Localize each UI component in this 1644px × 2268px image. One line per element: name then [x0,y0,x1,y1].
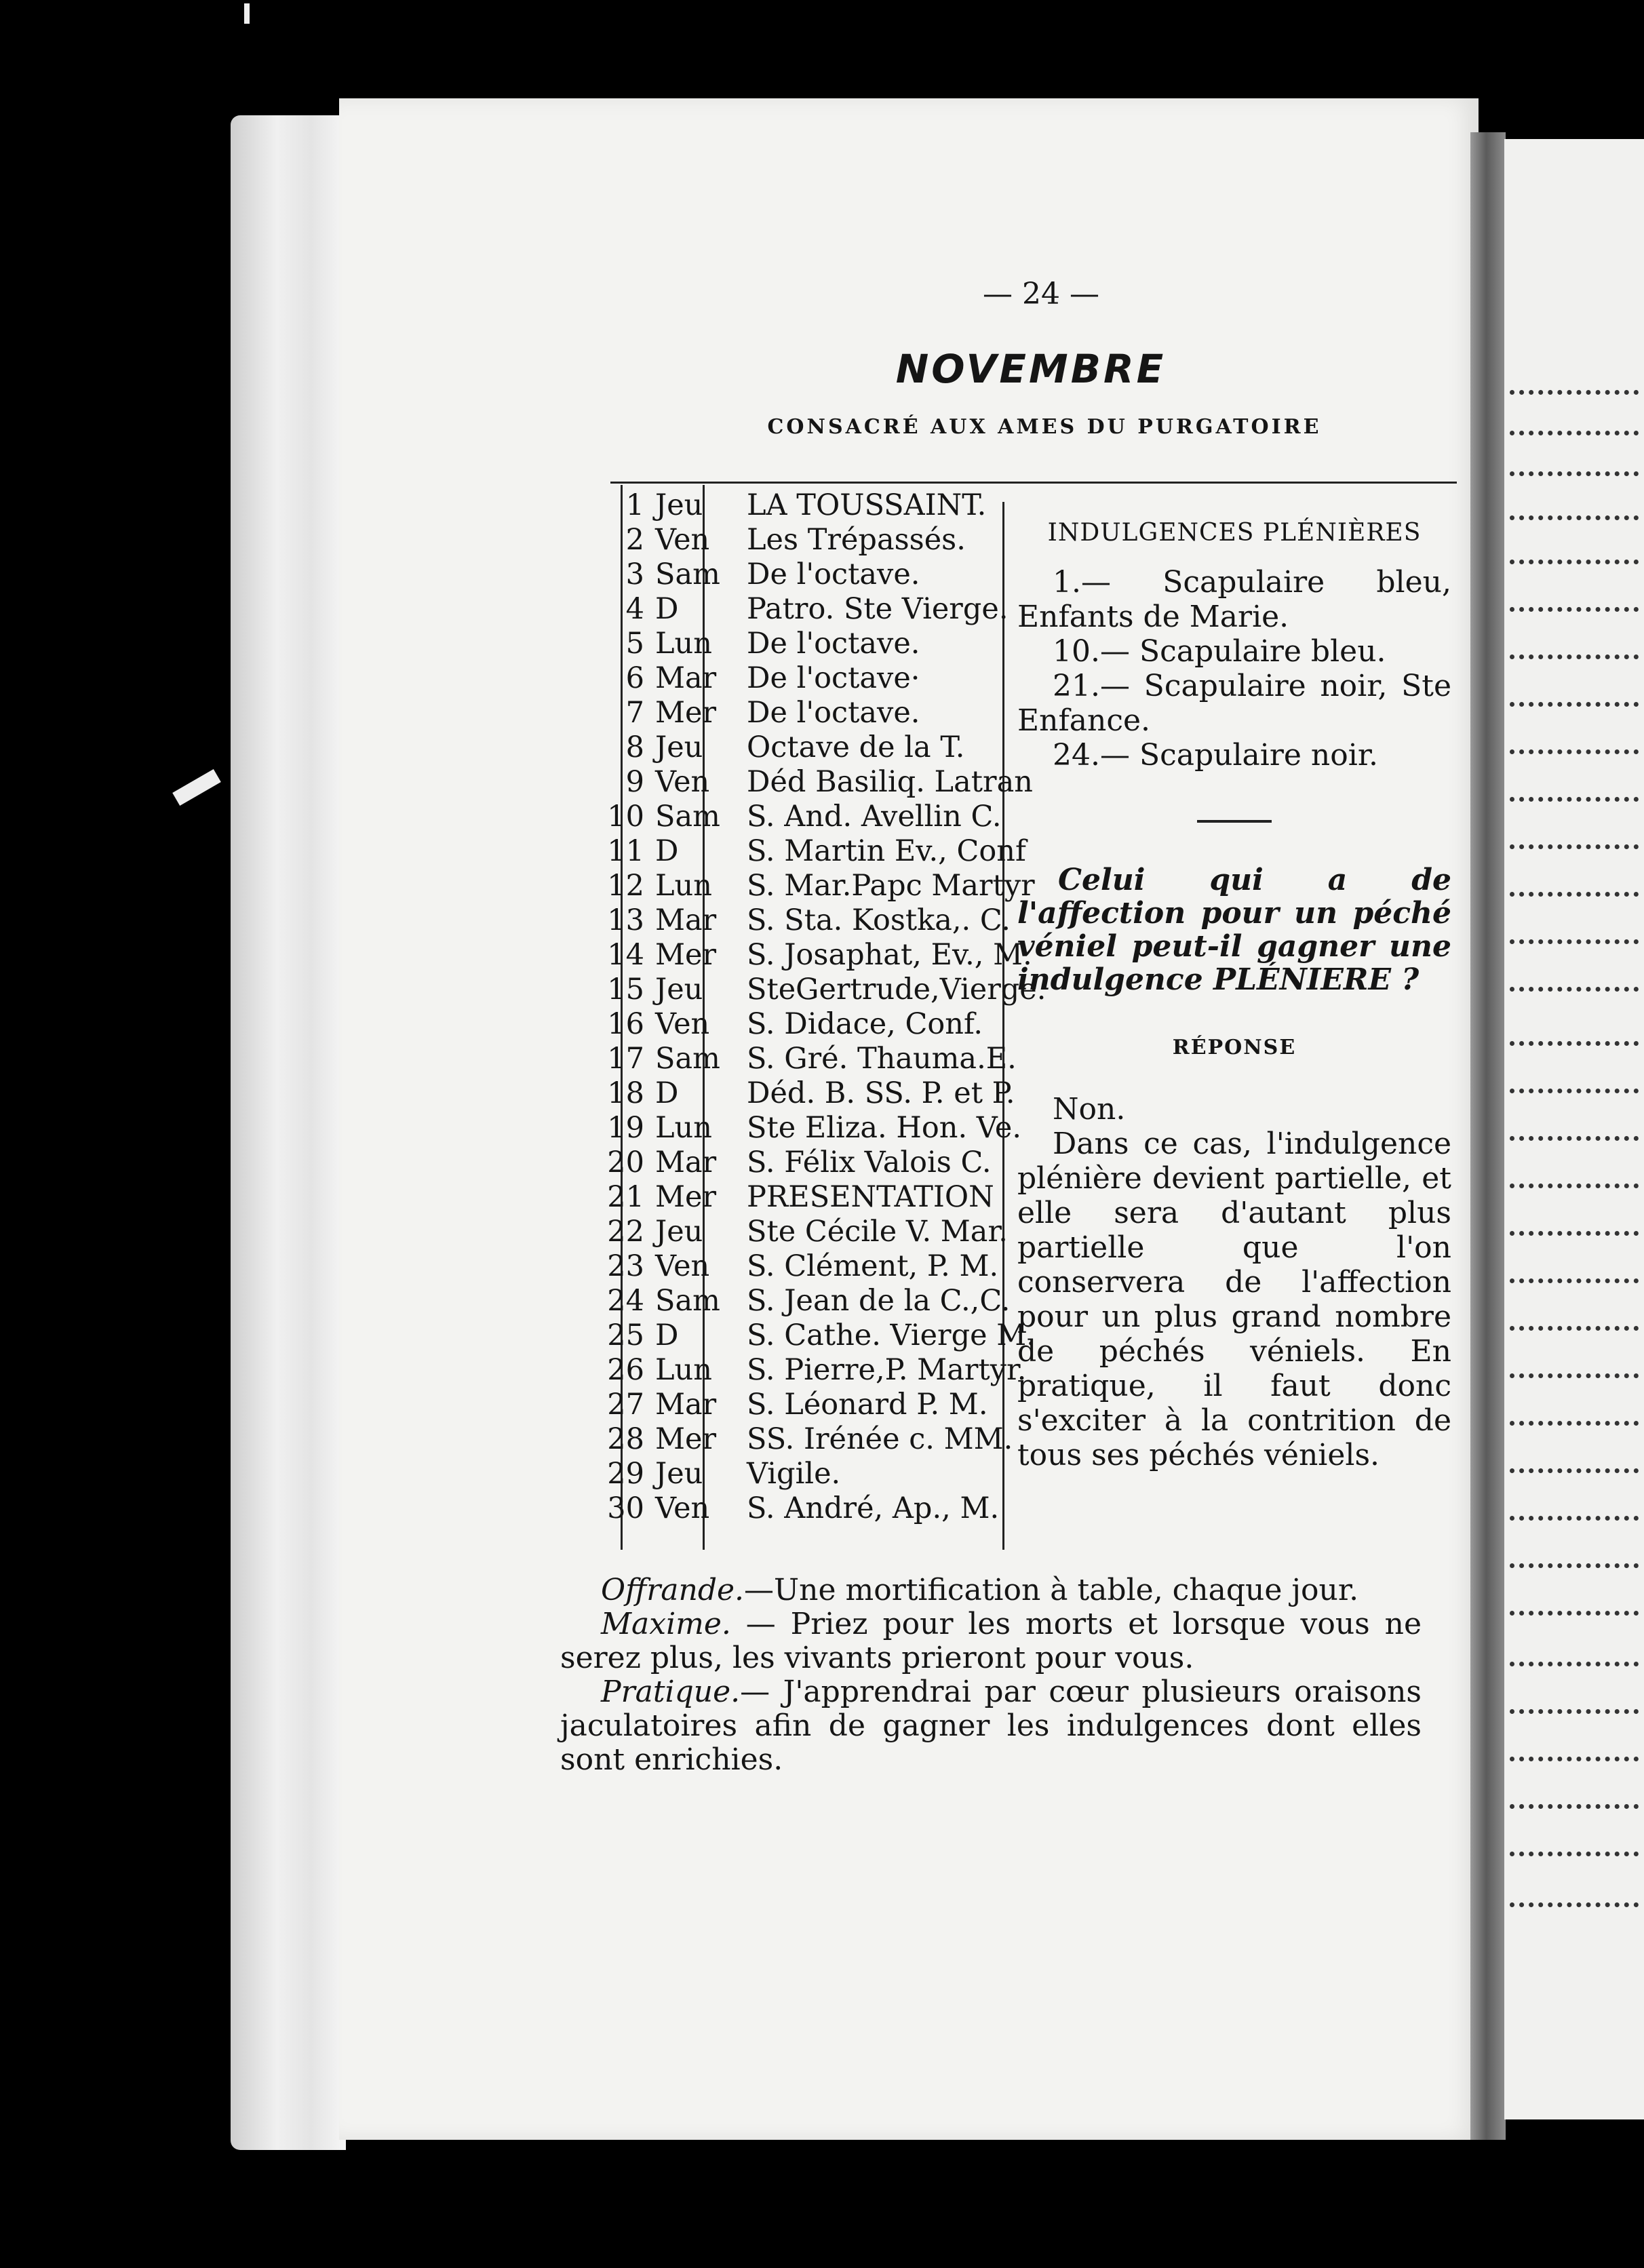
calendar-weekday: D [655,834,679,868]
dotted-leader-line [1510,702,1639,707]
indulgence-item: 10.— Scapulaire bleu. [1053,634,1386,669]
calendar-weekday: D [655,592,679,626]
calendar-day-number: 25 [607,1318,644,1352]
calendar-row [604,1076,1045,1111]
calendar-day-number: 29 [607,1457,644,1491]
calendar-weekday: Lun [655,1353,712,1387]
answer-long: Dans ce cas, l'indulgence plénière devient partielle, et elle sera d'autant plus partielle que l'on conservera de l'affection pour un plus grand nombre de péchés véniels. En pratique, il faut donc s'exciter à la contrition de tous ses péchés véniels. [1017,1127,1451,1472]
calendar-row [604,1215,1045,1249]
calendar-feast: S. Gré. Thauma.E. [747,1042,1017,1076]
calendar-weekday: Lun [655,1111,712,1145]
offrande-label: Offrande. [601,1573,745,1607]
calendar-weekday: Mar [655,1388,717,1422]
calendar-day-number: 3 [625,558,644,591]
calendar-row [604,558,1045,592]
calendar-row [604,1284,1045,1318]
calendar-feast: Déd. B. SS. P. et P. [747,1076,1015,1110]
month-title: NOVEMBRE [895,346,1167,392]
dotted-leader-line [1510,749,1639,754]
dotted-leader-line [1510,892,1639,897]
calendar-table [604,488,1045,1526]
calendar-weekday: Lun [655,869,712,903]
calendar-feast: De l'octave. [747,627,920,661]
dotted-leader-line [1510,1611,1639,1616]
calendar-feast: De l'octave· [747,661,920,695]
calendar-row [604,765,1045,800]
calendar-row [604,661,1045,696]
section-divider [1197,820,1272,823]
calendar-feast: S. Didace, Conf. [747,1007,983,1041]
calendar-weekday: Jeu [655,488,703,522]
calendar-feast: S. Martin Ev., Conf [747,834,1026,868]
film-speck [244,3,250,24]
dotted-leader-line [1510,1089,1639,1093]
calendar-feast: Déd Basiliq. Latran [747,765,1033,799]
calendar-day-number: 30 [607,1491,644,1525]
dotted-leader-line [1510,797,1639,802]
calendar-feast: De l'octave. [747,696,920,730]
calendar-day-number: 27 [607,1388,644,1422]
dotted-leader-line [1510,1468,1639,1473]
calendar-weekday: Mar [655,903,717,937]
calendar-row [604,1042,1045,1076]
page-number: — 24 — [983,277,1099,311]
calendar-day-number: 9 [625,765,644,799]
calendar-day-number: 28 [607,1422,644,1456]
pratique-text: — J'apprendrai par cœur plusieurs oraisons jaculatoires afin de gagner les indulgences dont elles sont enrichies. [560,1675,1422,1777]
calendar-day-number: 20 [607,1146,644,1179]
dotted-leader-line [1510,1662,1639,1666]
calendar-day-number: 7 [625,696,644,730]
dotted-leader-line [1510,1041,1639,1046]
calendar-weekday: Sam [655,558,720,591]
dotted-leader-line [1510,844,1639,849]
dotted-leader-line [1510,515,1639,520]
calendar-weekday: Jeu [655,730,703,764]
calendar-feast: S. Félix Valois C. [747,1146,992,1179]
pratique-paragraph [560,1675,1422,1777]
calendar-day-number: 11 [607,834,644,868]
calendar-row [604,1457,1045,1491]
calendar-feast: S. Mar.Papc Martyr [747,869,1035,903]
calendar-day-number: 2 [625,523,644,557]
calendar-day-number: 13 [607,903,644,937]
question-text: Celui qui a de l'affection pour un péché véniel peut-il gagner une indulgence PLÉNIERE ? [1017,863,1451,997]
calendar-day-number: 12 [607,869,644,903]
calendar-row [604,1111,1045,1146]
calendar-row [604,1007,1045,1042]
calendar-row [604,1491,1045,1526]
calendar-feast: SS. Irénée c. MM. [747,1422,1013,1456]
calendar-day-number: 22 [607,1215,644,1249]
calendar-weekday: Mer [655,696,717,730]
pratique-label: Pratique. [601,1675,741,1709]
calendar-weekday: Sam [655,1042,720,1076]
dotted-leader-line [1510,1757,1639,1761]
calendar-day-number: 19 [607,1111,644,1145]
calendar-feast: S. Léonard P. M. [747,1388,988,1422]
calendar-weekday: Ven [655,1491,710,1525]
calendar-day-number: 16 [607,1007,644,1041]
calendar-day-number: 1 [625,488,644,522]
book-stack-edge [231,115,346,2150]
calendar-day-number: 24 [607,1284,644,1318]
calendar-weekday: Mar [655,661,717,695]
calendar-weekday: Ven [655,1007,710,1041]
dotted-leader-line [1510,1516,1639,1521]
indulgence-item: 24.— Scapulaire noir. [1053,738,1379,773]
dotted-leader-line [1510,1326,1639,1331]
indulgence-item: 1.— Scapulaire bleu, Enfants de Marie. [1017,565,1451,634]
calendar-weekday: Mer [655,1180,717,1214]
calendar-feast: S. Josaphat, Ev., M. [747,938,1032,972]
calendar-row [604,973,1045,1007]
calendar-row [604,592,1045,627]
calendar-feast: S. Jean de la C.,C. [747,1284,1011,1318]
dotted-leader-line [1510,1231,1639,1236]
calendar-day-number: 15 [607,973,644,1006]
calendar-row [604,627,1045,661]
calendar-row [604,1422,1045,1457]
calendar-weekday: Jeu [655,973,703,1006]
calendar-weekday: Jeu [655,1215,703,1249]
dotted-leader-line [1510,987,1639,992]
calendar-row [604,834,1045,869]
calendar-row [604,1180,1045,1215]
dotted-leader-line [1510,471,1639,476]
dotted-leader-line [1510,1709,1639,1714]
calendar-day-number: 8 [625,730,644,764]
calendar-feast: PRESENTATION [747,1180,994,1214]
calendar-weekday: Sam [655,800,720,834]
calendar-row [604,1353,1045,1388]
calendar-weekday: Ven [655,765,710,799]
offrande-paragraph [560,1573,1422,1607]
calendar-day-number: 26 [607,1353,644,1387]
calendar-day-number: 21 [607,1180,644,1214]
calendar-row [604,523,1045,558]
dotted-leader-line [1510,1421,1639,1426]
dotted-leader-line [1510,1804,1639,1809]
calendar-row [604,1249,1045,1284]
dotted-leader-line [1510,390,1639,395]
offrande-text: —Une mortification à table, chaque jour. [744,1573,1359,1607]
calendar-day-number: 10 [607,800,644,834]
dotted-leader-line [1510,1563,1639,1568]
dotted-leader-line [1510,1184,1639,1188]
calendar-day-number: 6 [625,661,644,695]
calendar-day-number: 5 [625,627,644,661]
calendar-day-number: 4 [625,592,644,626]
calendar-feast: S. And. Avellin C. [747,800,1002,834]
calendar-row [604,730,1045,765]
calendar-feast: S. Sta. Kostka,. C. [747,903,1011,937]
calendar-top-rule [610,482,1457,484]
dotted-leader-line [1510,1136,1639,1141]
calendar-weekday: Mar [655,1146,717,1179]
calendar-weekday: Ven [655,523,710,557]
dotted-leader-line [1510,607,1639,612]
calendar-row [604,1388,1045,1422]
calendar-weekday: Mer [655,938,717,972]
calendar-weekday: D [655,1076,679,1110]
calendar-feast: De l'octave. [747,558,920,591]
calendar-feast: Ste Cécile V. Mar. [747,1215,1008,1249]
dotted-leader-line [1510,431,1639,435]
answer-short: Non. [1053,1092,1126,1127]
calendar-weekday: Mer [655,1422,717,1456]
dotted-leader-line [1510,1902,1639,1907]
calendar-feast: Vigile. [747,1457,841,1491]
calendar-day-number: 23 [607,1249,644,1283]
dotted-leader-line [1510,1373,1639,1378]
film-speck [172,769,221,806]
calendar-feast: S. André, Ap., M. [747,1491,1000,1525]
dotted-leader-line [1510,560,1639,564]
dotted-leader-line [1510,939,1639,944]
calendar-day-number: 17 [607,1042,644,1076]
calendar-weekday: Ven [655,1249,710,1283]
maxime-label: Maxime. [601,1607,731,1641]
dotted-leader-line [1510,654,1639,659]
calendar-row [604,1146,1045,1180]
calendar-row [604,488,1045,523]
calendar-row [604,938,1045,973]
maxime-text: — Priez pour les morts et lorsque vous ne serez plus, les vivants prieront pour vous. [560,1607,1422,1675]
facing-page-edge [1504,139,1644,2119]
calendar-feast: Patro. Ste Vierge. [747,592,1009,626]
calendar-feast: LA TOUSSAINT. [747,488,987,522]
book-gutter [1470,132,1506,2140]
calendar-weekday: D [655,1318,679,1352]
calendar-weekday: Jeu [655,1457,703,1491]
calendar-weekday: Sam [655,1284,720,1318]
reponse-heading: RÉPONSE [1172,1036,1297,1059]
monthly-practices [560,1573,1422,1777]
calendar-day-number: 14 [607,938,644,972]
indulgences-heading: INDULGENCES PLÉNIÈRES [1047,519,1422,547]
calendar-row [604,903,1045,938]
calendar-feast: Octave de la T. [747,730,965,764]
calendar-row [604,1318,1045,1353]
indulgence-item: 21.— Scapulaire noir, Ste Enfance. [1017,669,1451,738]
right-column [1017,515,1451,1472]
dotted-leader-line [1510,1852,1639,1856]
calendar-weekday: Lun [655,627,712,661]
month-dedication: CONSACRÉ AUX AMES DU PURGATOIRE [767,415,1322,439]
maxime-paragraph [560,1607,1422,1675]
calendar-day-number: 18 [607,1076,644,1110]
calendar-row [604,800,1045,834]
calendar-row [604,696,1045,730]
calendar-feast: S. Pierre,P. Martyr. [747,1353,1027,1387]
calendar-feast: Les Trépassés. [747,523,966,557]
dotted-leader-line [1510,1278,1639,1283]
calendar-feast: S. Clément, P. M. [747,1249,999,1283]
calendar-feast: S. Cathe. Vierge M. [747,1318,1036,1352]
calendar-feast: SteGertrude,Vierge. [747,973,1046,1006]
calendar-feast: Ste Eliza. Hon. Ve. [747,1111,1022,1145]
calendar-row [604,869,1045,903]
